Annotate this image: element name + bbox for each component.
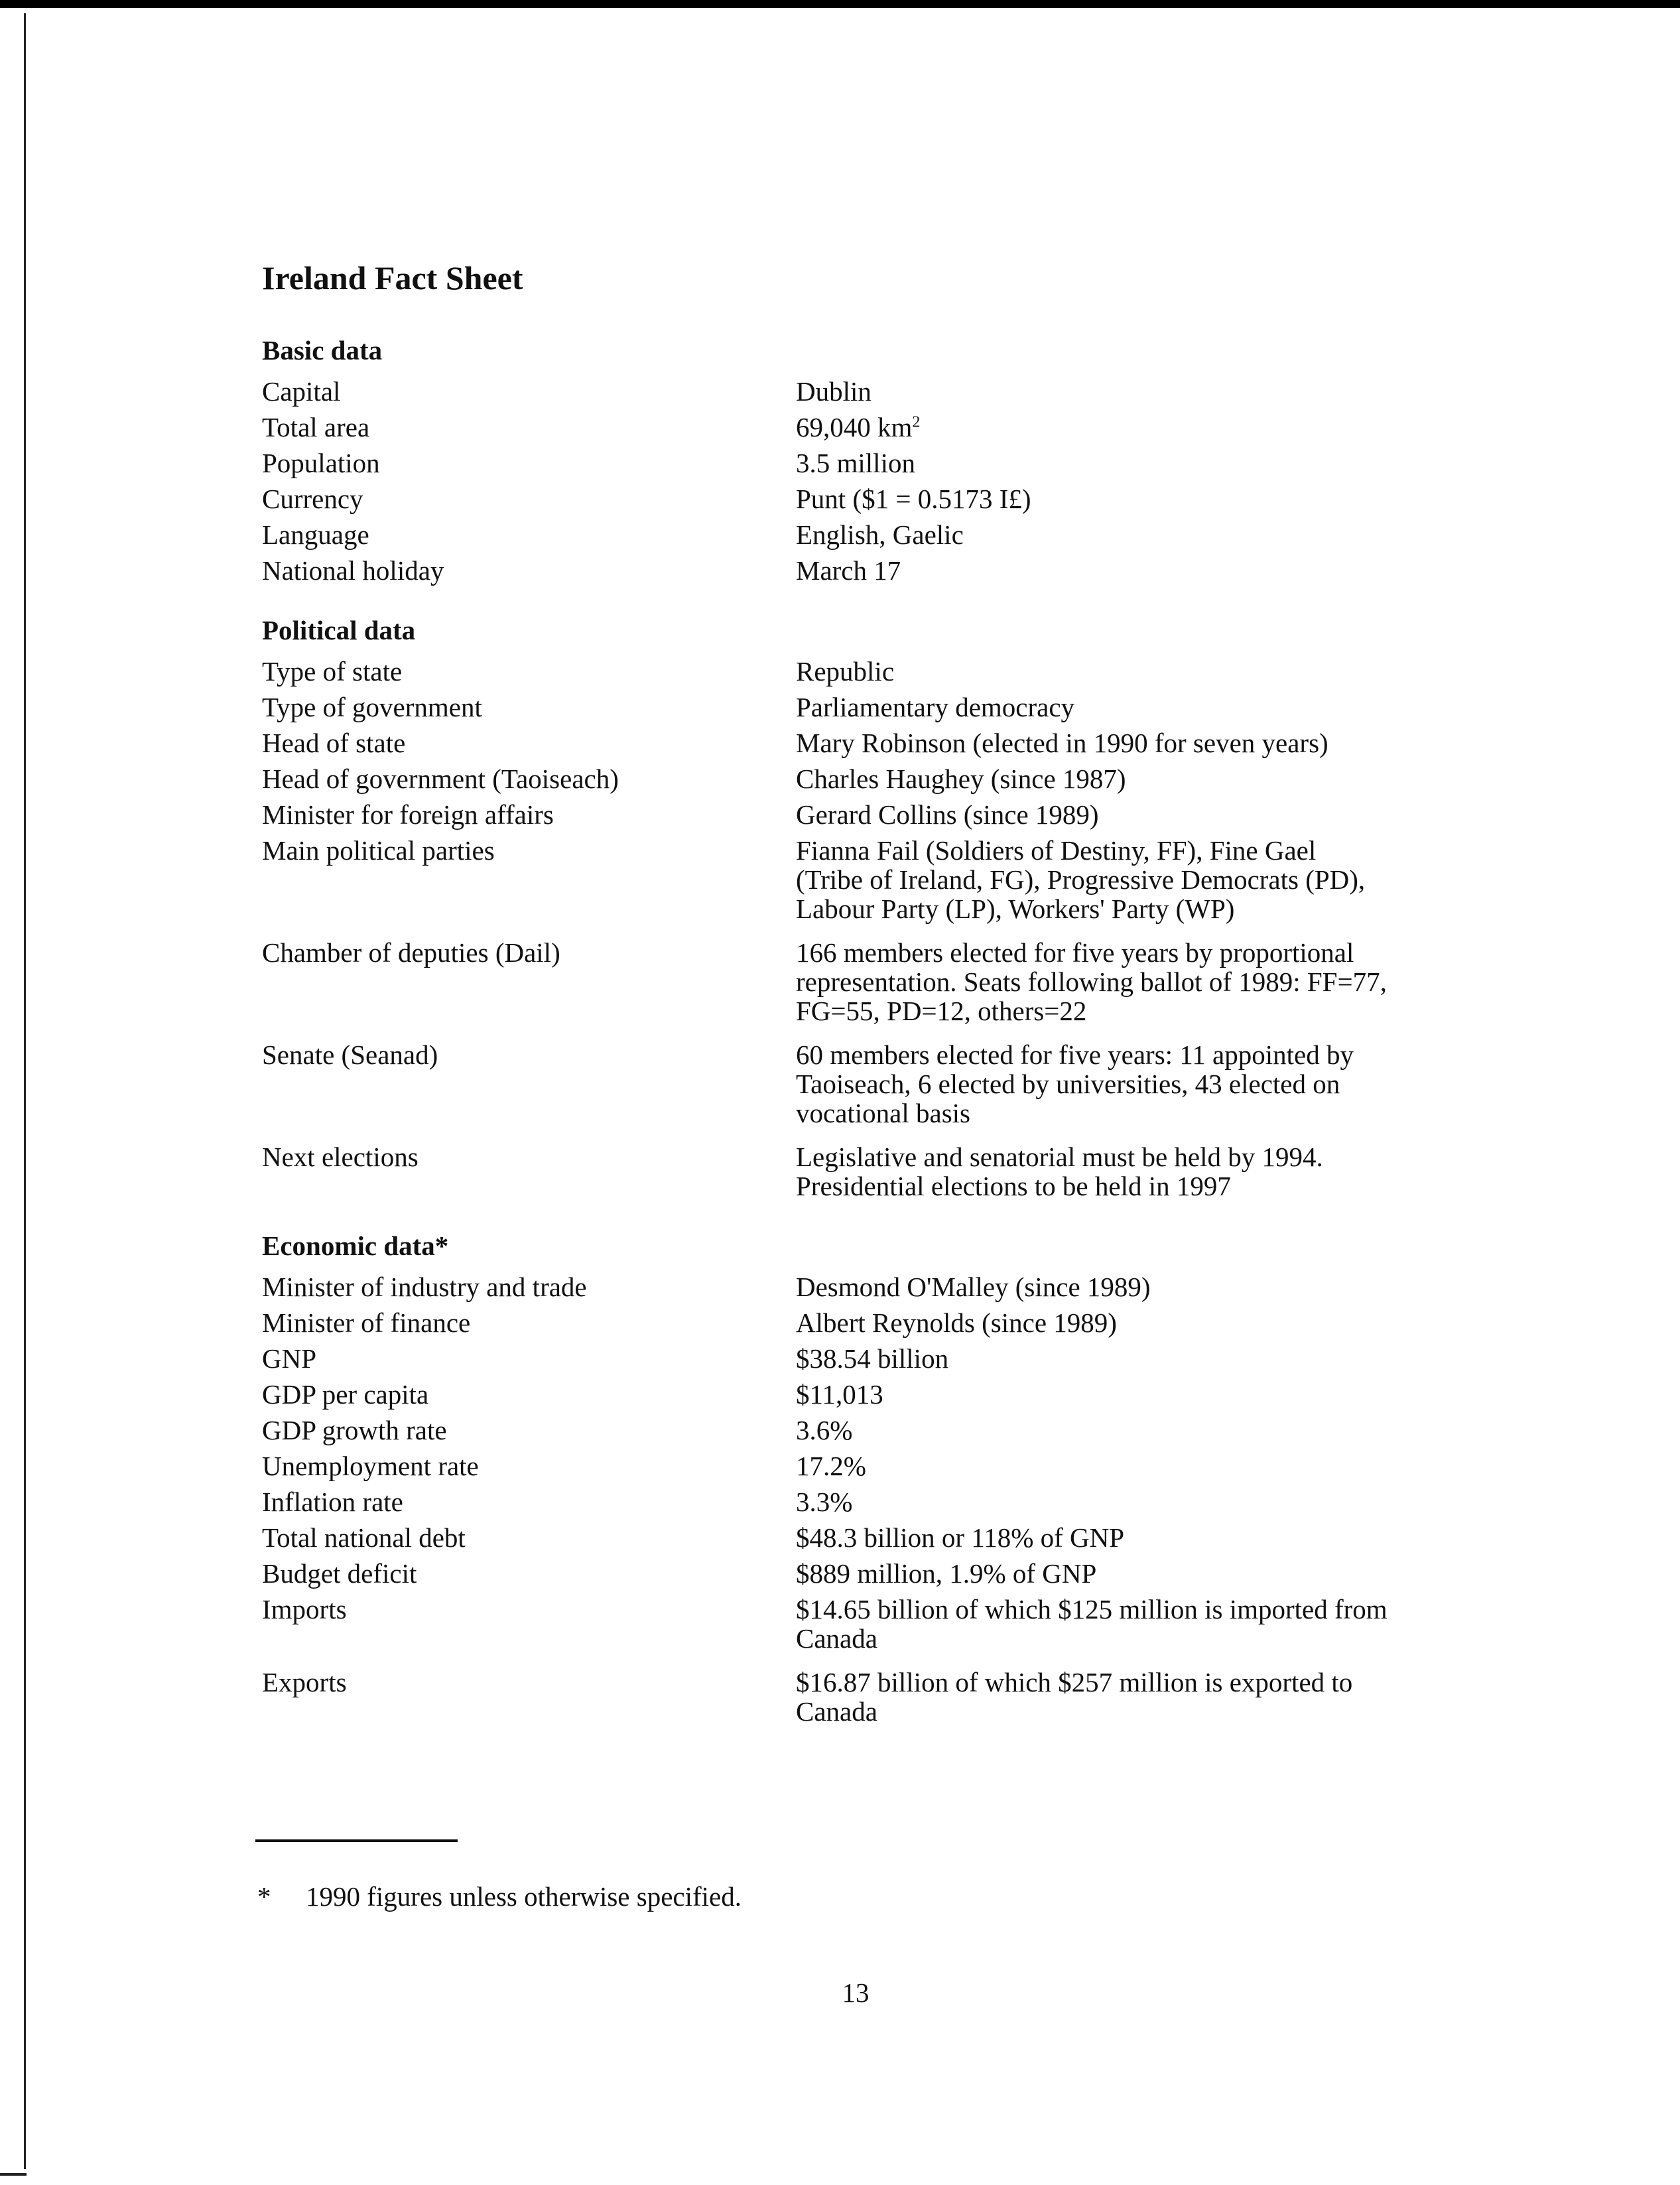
row-label: Total national debt [262, 1522, 466, 1553]
table-row [255, 448, 1489, 478]
footnote-text: 1990 figures unless otherwise specified. [306, 1881, 742, 1912]
row-value [796, 693, 1489, 722]
row-value [796, 484, 1489, 513]
table-row [255, 377, 1489, 406]
left-page-edge [24, 13, 26, 2169]
footnote-divider [255, 1839, 458, 1842]
table-row [255, 1559, 1489, 1588]
row-label: Minister of finance [262, 1307, 471, 1338]
row-value-line: FG=55, PD=12, others=22 [796, 996, 1087, 1026]
row-value [796, 938, 1489, 1026]
row-value [796, 1272, 1489, 1301]
table-row [255, 693, 1489, 722]
basic-data-table [255, 377, 1489, 585]
row-value-text: $38.54 billion [796, 1343, 949, 1374]
superscript: 2 [912, 413, 921, 431]
row-value-text: Albert Reynolds (since 1989) [796, 1307, 1117, 1338]
row-value [796, 1487, 1489, 1516]
row-value-text: $889 million, 1.9% of GNP [796, 1558, 1097, 1589]
row-label: Imports [262, 1594, 347, 1624]
row-label: Budget deficit [262, 1558, 417, 1589]
row-value [796, 377, 1489, 406]
row-value-text: Mary Robinson (elected in 1990 for seven years) [796, 728, 1328, 758]
table-row [255, 520, 1489, 549]
row-value [796, 448, 1489, 478]
row-value [796, 1559, 1489, 1588]
row-value-text: March 17 [796, 555, 901, 586]
row-value-text: 69,040 km [796, 412, 913, 442]
row-value [796, 800, 1489, 829]
table-row [255, 1451, 1489, 1481]
row-value-line: Labour Party (LP), Workers' Party (WP) [796, 894, 1235, 924]
row-label: GDP per capita [262, 1379, 429, 1410]
row-value [796, 657, 1489, 686]
table-row [255, 1595, 1489, 1653]
footnote [255, 1881, 742, 1912]
table-row [255, 484, 1489, 513]
row-label: Next elections [262, 1142, 419, 1172]
table-row [255, 413, 1489, 442]
row-value-text: 3.5 million [796, 448, 915, 478]
row-value [796, 836, 1489, 923]
row-label: Chamber of deputies (Dail) [262, 937, 560, 968]
row-value [796, 520, 1489, 549]
row-label: Type of state [262, 656, 403, 687]
table-row [255, 1487, 1489, 1516]
table-row [255, 1272, 1489, 1301]
row-label: Unemployment rate [262, 1451, 479, 1481]
table-row [255, 657, 1489, 686]
row-value [796, 1380, 1489, 1409]
row-label: Head of state [262, 728, 406, 758]
row-value [796, 1523, 1489, 1552]
table-row [255, 764, 1489, 793]
table-row [255, 1668, 1489, 1726]
row-label: Inflation rate [262, 1487, 403, 1517]
row-value [796, 1344, 1489, 1373]
table-row [255, 556, 1489, 585]
row-value-text: Gerard Collins (since 1989) [796, 799, 1099, 830]
row-label: National holiday [262, 555, 444, 586]
table-row [255, 938, 1489, 1026]
row-value-text: 3.3% [796, 1487, 853, 1517]
section-heading-basic: Basic data [262, 335, 383, 365]
row-value-line: $16.87 billion of which $257 million is exported to [796, 1667, 1353, 1697]
table-row [255, 1040, 1489, 1128]
row-label: Language [262, 519, 369, 550]
row-label: Currency [262, 484, 363, 514]
row-value-line: Legislative and senatorial must be held by 1994. [796, 1142, 1323, 1172]
section-gap [255, 1201, 1489, 1227]
row-label: Senate (Seanad) [262, 1039, 438, 1070]
fact-sheet [255, 259, 1489, 1726]
row-value-line: 60 members elected for five years: 11 appointed by [796, 1039, 1354, 1070]
row-value-text: Desmond O'Malley (since 1989) [796, 1272, 1151, 1302]
row-label: Population [262, 448, 380, 478]
row-label: Exports [262, 1667, 347, 1697]
row-value-line: Canada [796, 1623, 877, 1654]
row-value [796, 556, 1489, 585]
row-value [796, 1451, 1489, 1481]
row-label: Minister for foreign affairs [262, 799, 554, 830]
row-value [796, 1142, 1489, 1201]
row-value [796, 764, 1489, 793]
row-value-text: Charles Haughey (since 1987) [796, 763, 1126, 794]
table-row [255, 1380, 1489, 1409]
row-label: Capital [262, 376, 341, 407]
row-value-line: 166 members elected for five years by proportional [796, 937, 1354, 968]
row-value-text: Dublin [796, 376, 872, 407]
section-gap [255, 585, 1489, 612]
row-value [796, 1040, 1489, 1128]
row-value [796, 1595, 1489, 1653]
table-row [255, 1344, 1489, 1373]
row-value [796, 728, 1489, 758]
row-value-text: Parliamentary democracy [796, 692, 1075, 722]
row-value-text: Punt ($1 = 0.5173 I£) [796, 484, 1031, 514]
row-label: GDP growth rate [262, 1415, 447, 1445]
row-value-text: 3.6% [796, 1415, 853, 1445]
row-value-line: $14.65 billion of which $125 million is imported from [796, 1594, 1388, 1624]
section-heading-political: Political data [262, 615, 416, 645]
bottom-edge-mark [0, 2173, 27, 2176]
row-value [796, 1668, 1489, 1726]
row-label: Main political parties [262, 835, 495, 866]
row-value-line: vocational basis [796, 1098, 971, 1128]
footnote-marker: * [257, 1881, 271, 1912]
row-value-text: 17.2% [796, 1451, 866, 1481]
row-value [796, 1308, 1489, 1337]
table-row [255, 836, 1489, 923]
page-number: 13 [842, 1977, 870, 2008]
row-label: Type of government [262, 692, 482, 722]
table-row [255, 800, 1489, 829]
row-value-line: Fianna Fail (Soldiers of Destiny, FF), Fine Gael [796, 835, 1317, 866]
page-title: Ireland Fact Sheet [262, 259, 523, 297]
political-data-table [255, 657, 1489, 1201]
row-value [796, 1416, 1489, 1445]
table-row [255, 1308, 1489, 1337]
row-label: Total area [262, 412, 370, 442]
row-value-text: English, Gaelic [796, 519, 964, 550]
row-value-line: Canada [796, 1696, 877, 1727]
row-value-line: Taoiseach, 6 elected by universities, 43 elected on [796, 1069, 1340, 1099]
row-label: Head of government (Taoiseach) [262, 763, 619, 794]
row-value-line: Presidential elections to be held in 1997 [796, 1171, 1231, 1201]
table-row [255, 1523, 1489, 1552]
top-border [0, 0, 1680, 8]
row-value-line: (Tribe of Ireland, FG), Progressive Democrats (PD), [796, 864, 1366, 895]
economic-data-table [255, 1272, 1489, 1726]
row-value-text: $48.3 billion or 118% of GNP [796, 1522, 1125, 1553]
row-label: Minister of industry and trade [262, 1272, 587, 1302]
table-row [255, 1142, 1489, 1201]
table-row [255, 728, 1489, 758]
row-value-text: $11,013 [796, 1379, 883, 1410]
row-label: GNP [262, 1343, 317, 1374]
table-row [255, 1416, 1489, 1445]
row-value-line: representation. Seats following ballot of 1989: FF=77, [796, 966, 1387, 997]
row-value-text: Republic [796, 656, 895, 687]
row-value [796, 413, 1489, 442]
section-heading-economic: Economic data* [262, 1230, 449, 1261]
